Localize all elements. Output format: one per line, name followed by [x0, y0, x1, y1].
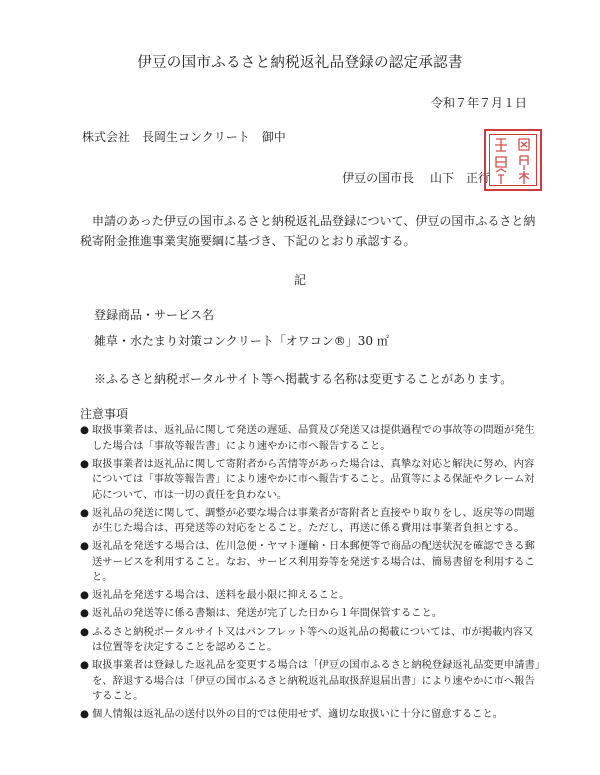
note-item	[80, 506, 540, 537]
note-text: 返礼品の発送に関して、調整が必要な場合は事業者が寄附者と直接やり取りをし、返戻等の問題が生じた場合は、再発送等の対応をとること。ただし、再送に係る費用は事業者負担とする。	[92, 506, 535, 535]
bullet-icon: ●	[80, 457, 89, 470]
note-item	[80, 423, 540, 454]
note-item	[80, 707, 540, 723]
issue-date: 令和７年７月１日	[430, 96, 527, 110]
bullet-icon: ●	[80, 540, 89, 553]
note-text: 取扱事業者は返礼品に関して寄附者から苦情等があった場合は、真摯な対応と解決に努め、内容については「事故等報告書」により速やかに市へ報告すること。品質等による保証やクレーム対応について、市は一切の責任を負わない。	[92, 457, 535, 501]
bullet-icon: ●	[80, 589, 89, 602]
note-text: 返礼品を発送する場合は、送料を最小限に抑えること。	[92, 589, 350, 602]
bullet-icon: ●	[80, 607, 89, 620]
note-text: 取扱事業者は登録した返礼品を変更する場合は「伊豆の国市ふるさと納税登録返礼品変更申請書」を、辞退する場合は「伊豆の国市ふるさと納税返礼品取扱辞退届出書」により速やかに市へ報告すること。	[92, 659, 540, 703]
note-item	[80, 658, 540, 705]
note-item	[80, 457, 540, 504]
recipient: 株式会社 長岡生コンクリート 御中	[82, 130, 286, 144]
bullet-icon: ●	[80, 424, 89, 436]
bullet-icon: ●	[80, 625, 89, 638]
note-text: ふるさと納税ポータルサイト又はパンフレット等への返礼品の掲載については、市が掲載内容又は位置等を決定することを認めること。	[92, 625, 534, 654]
note-text: 取扱事業者は、返礼品に関して発送の遅延、品質及び発送又は提供過程での事故等の問題が発生した場合は「事故等報告書」により速やかに市へ報告すること。	[92, 424, 535, 452]
note-item	[80, 606, 540, 622]
seal-mark	[486, 131, 540, 189]
bullet-icon: ●	[80, 708, 89, 721]
body-paragraph: 申請のあった伊豆の国市ふるさと納税返礼品登録について、伊豆の国市ふるさと納税寄附金推進事業実施要綱に基づき、下記のとおり承認する。	[80, 214, 536, 248]
note-item	[80, 588, 540, 604]
item-value: 雑草・水たまり対策コンクリート「オワコン®」30 ㎡	[94, 334, 389, 348]
bullet-icon: ●	[80, 659, 89, 672]
document-title: 伊豆の国市ふるさと納税返礼品登録の認定承認書	[137, 55, 463, 71]
note-item	[80, 539, 540, 586]
issuer: 伊豆の国市長 山下 正行	[342, 171, 490, 185]
official-seal	[484, 129, 542, 191]
note-text: 個人情報は返礼品の送付以外の目的では使用せず、適切な取扱いに十分に留意すること。	[92, 708, 504, 721]
note-text: 返礼品の発送等に係る書類は、発送が完了した日から１年間保管すること。	[92, 607, 443, 620]
notes-title: 注意事項	[80, 407, 129, 421]
notes-list	[80, 423, 540, 725]
note-item	[80, 625, 540, 656]
bullet-icon: ●	[80, 506, 89, 519]
ki-heading: 記	[293, 273, 306, 287]
item-label: 登録商品・サービス名	[94, 308, 215, 322]
portal-note: ※ふるさと納税ポータルサイト等へ掲載する名称は変更することがあります。	[94, 372, 513, 386]
note-text: 返礼品を発送する場合は、佐川急便・ヤマト運輸・日本郵便等で商品の配送状況を確認できる郵送サービスを利用すること。なお、サービス利用券等を発送する場合は、簡易書留を利用すること。	[92, 540, 535, 584]
